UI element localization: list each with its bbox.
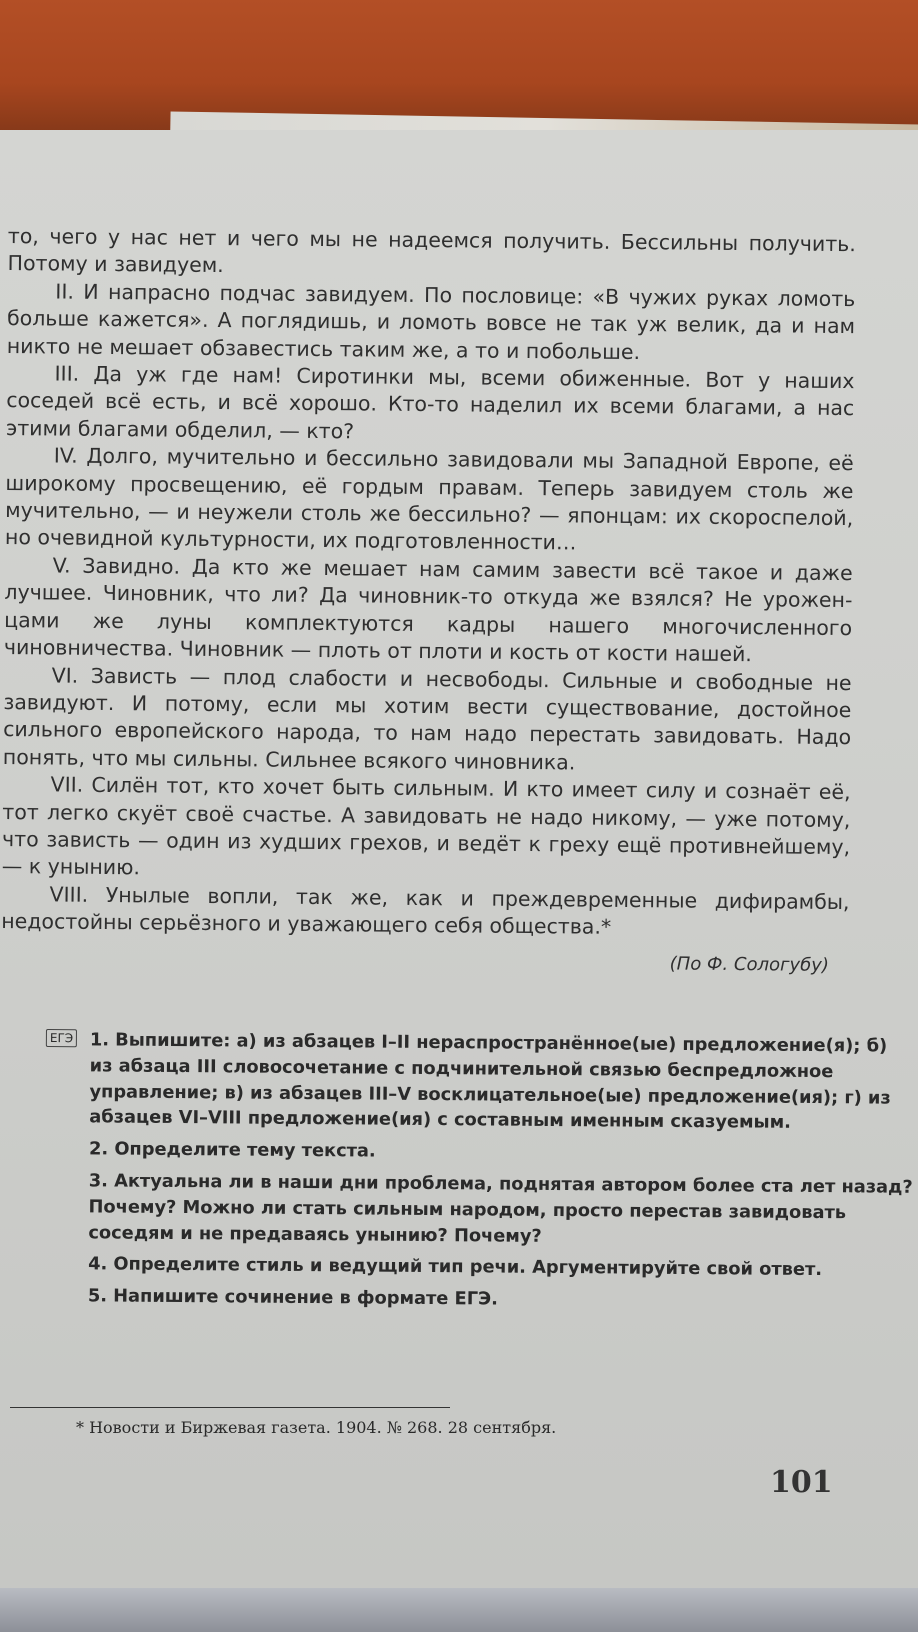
paragraph-v: V. Завидно. Да кто же мешает нам самим завести всё такое и даже лучшее. Чиновник, что ли? Да чиновник-то откуда же взялся? Не уроженцами же луны комплектуются кадры нашего многочисленного чиновничества. Чиновник — плоть от плоти и кость от кости нашей. <box>3 553 853 667</box>
paragraph-iii: III. Да уж где нам! Сиротинки мы, всеми обиженные. Вот у наших соседей всё есть, и всё хорошо. Кто-то наделил их всеми благами, а нас этими благами обделил, — кто? <box>5 361 855 444</box>
task-item: 4. Определите стиль и ведущий тип речи. Аргументируйте свой ответ. <box>88 1253 823 1281</box>
footnote-divider <box>10 1407 450 1408</box>
ege-badge-icon: ЕГЭ <box>46 1029 77 1047</box>
paragraph-continuation: то, чего у нас нет и чего мы не надеемся получить. Бессильны получить. Потому и завидуем. <box>7 223 856 278</box>
footnote: * Новости и Биржевая газета. 1904. № 268. 28 сентября. <box>76 1418 557 1437</box>
paragraph-vii: VII. Силён тот, кто хочет быть сильным. И кто имеет силу и сознаёт её, тот легко скуёт своё счастье. А завидовать не надо никому, — уже потому, что зависть — один из худших грехов, и ведёт к греху ещё противнейшему, — к унынию. <box>1 772 851 880</box>
task-list <box>46 1027 914 1322</box>
task-item: 3. Актуальна ли в наши дни проблема, поднятая автором более ста лет назад? Почему? Можно ли стать сильным народом, просто перестав завидовать соседям и не предаваясь унынию? Почему? <box>88 1170 913 1247</box>
page-number: 101 <box>770 1465 833 1500</box>
task-item: 2. Определите тему текста. <box>88 1138 376 1162</box>
lower-surface <box>0 1588 918 1632</box>
source-attribution: (По Ф. Сологубу) <box>669 952 830 976</box>
task-item: 5. Напишите сочинение в формате ЕГЭ. <box>87 1285 498 1310</box>
essay-text <box>1 223 856 979</box>
paragraph-vi: VI. Зависть — плод слабости и несвободы. Сильные и свободные не завидуют. И потому, если мы хотим вести существование, достойное сильного европейского народа, то нам надо перестать завидовать. Надо понять, что мы сильны. Сильнее всякого чиновника. <box>2 662 852 775</box>
paragraph-ii: II. И напрасно подчас завидуем. По пословице: «В чужих руках ломоть больше кажется». А поглядишь, и ломоть вовсе не так уж велик, да и нам никто не мешает обзавестись таким же, а то и побольше. <box>6 279 856 364</box>
paragraph-viii: VIII. Унылые вопли, так же, как и преждевременные дифирамбы, недостойны серьёзного и уважающего себя общества.* <box>1 882 850 939</box>
book-page <box>0 130 918 1590</box>
paragraph-iv: IV. Долго, мучительно и бессильно завидовали мы Западной Европе, её широкому просвещению, её гордым правам. Теперь завидуем столь же мучительно, — и неужели столь же бессильно? — японцам: их скороспелой, но очевидной культурности, их подготовленности… <box>4 443 854 555</box>
task-item: 1. Выпишите: а) из абзацев I–II нераспространённое(ые) предложение(я); б) из абзаца III словосочетание с подчинительной связью беспредложное управление; в) из абзацев III–V восклицательное(ые) предложение(ия); г) из абзацев VI–VIII предложение(ия) с составным именным сказуемым. <box>89 1029 891 1134</box>
